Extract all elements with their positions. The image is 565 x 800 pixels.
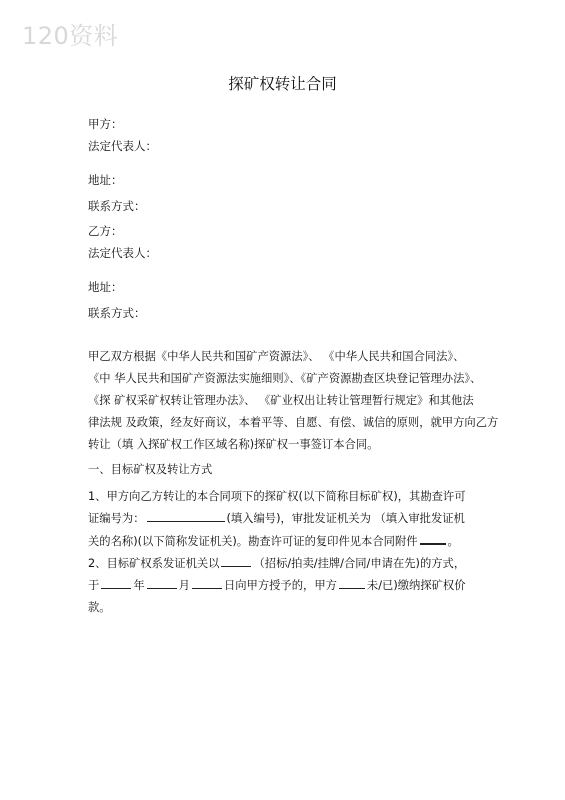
preamble-line: 转让（填 入探矿权工作区域名称)探矿权一事签订本合同。: [88, 438, 379, 451]
clause-2-line-3: 款。: [88, 601, 111, 614]
clause-1-line-2: [88, 508, 488, 530]
preamble-line: 甲乙双方根据《中华人民共和国矿产资源法》、 《中华人民共和国合同法》、: [88, 350, 465, 363]
clause-2-text: （招标/拍卖/挂牌/合同/申请在先)的方式，: [253, 557, 466, 570]
clause-2-text: 年: [133, 579, 145, 592]
day-blank[interactable]: [192, 575, 222, 589]
party-a-contact: 联系方式：: [88, 199, 146, 213]
document-title: 探矿权转让合同: [228, 75, 337, 93]
month-blank[interactable]: [147, 575, 177, 589]
clause-1-text: (填入编号)，审批发证机关为 （填入审批发证机: [226, 512, 465, 525]
preamble-paragraph: [88, 346, 499, 456]
clause-1-line-1: 1、甲方向乙方转让的本合同项下的探矿权(以下简称目标矿权)，其勘查许可: [88, 490, 466, 503]
clause-2-text: 月: [178, 579, 190, 592]
clause-2-text: 2、目标矿权系发证机关以: [88, 557, 220, 570]
party-b-label: 乙方：: [88, 224, 123, 238]
clause-1-text: 证编号为：: [88, 512, 145, 525]
party-b-representative: 法定代表人：: [88, 246, 157, 260]
clause-2-line-1: [88, 553, 488, 575]
party-a-label: 甲方：: [88, 117, 123, 131]
party-a-address: 地址：: [88, 173, 123, 187]
clause-2-text: 于: [88, 579, 100, 592]
clause-1: [88, 486, 488, 552]
clause-2-line-2: [88, 575, 488, 597]
license-number-blank[interactable]: [147, 508, 225, 522]
attachment-number-blank[interactable]: [420, 530, 446, 545]
preamble-line: 《探 矿权采矿权转让管理办法》、 《矿业权出让转让管理暂行规定》和其他法: [88, 394, 474, 407]
clause-1-text: 关的名称)(以下简称发证机关)。勘查许可证的复印件见本合同附件: [88, 535, 418, 548]
year-blank[interactable]: [101, 575, 131, 589]
preamble-line: 《中 华人民共和国矿产资源法实施细则》、《矿产资源勘查区块登记管理办法》、: [88, 372, 482, 385]
section-1-heading: [88, 459, 488, 481]
party-b-contact: 联系方式：: [88, 306, 146, 320]
clause-1-line-3: [88, 530, 488, 552]
watermark: 120资料: [22, 22, 119, 50]
party-a-representative: 法定代表人：: [88, 139, 157, 153]
grant-method-blank[interactable]: [221, 553, 251, 567]
payment-status-blank[interactable]: [339, 575, 365, 589]
preamble-line: 律法规 及政策，经友好商议，本着平等、自愿、有偿、诚信的原则，就甲方向乙方: [88, 416, 499, 429]
clause-2-text: 未/已)缴纳探矿权价: [366, 579, 466, 592]
section-heading-text: 一、目标矿权及转让方式: [88, 463, 213, 476]
clause-2-text: 日向甲方授予的，甲方: [223, 579, 337, 592]
clause-2: [88, 553, 488, 619]
party-b-address: 地址：: [88, 280, 123, 294]
clause-1-text: 。: [447, 535, 459, 548]
